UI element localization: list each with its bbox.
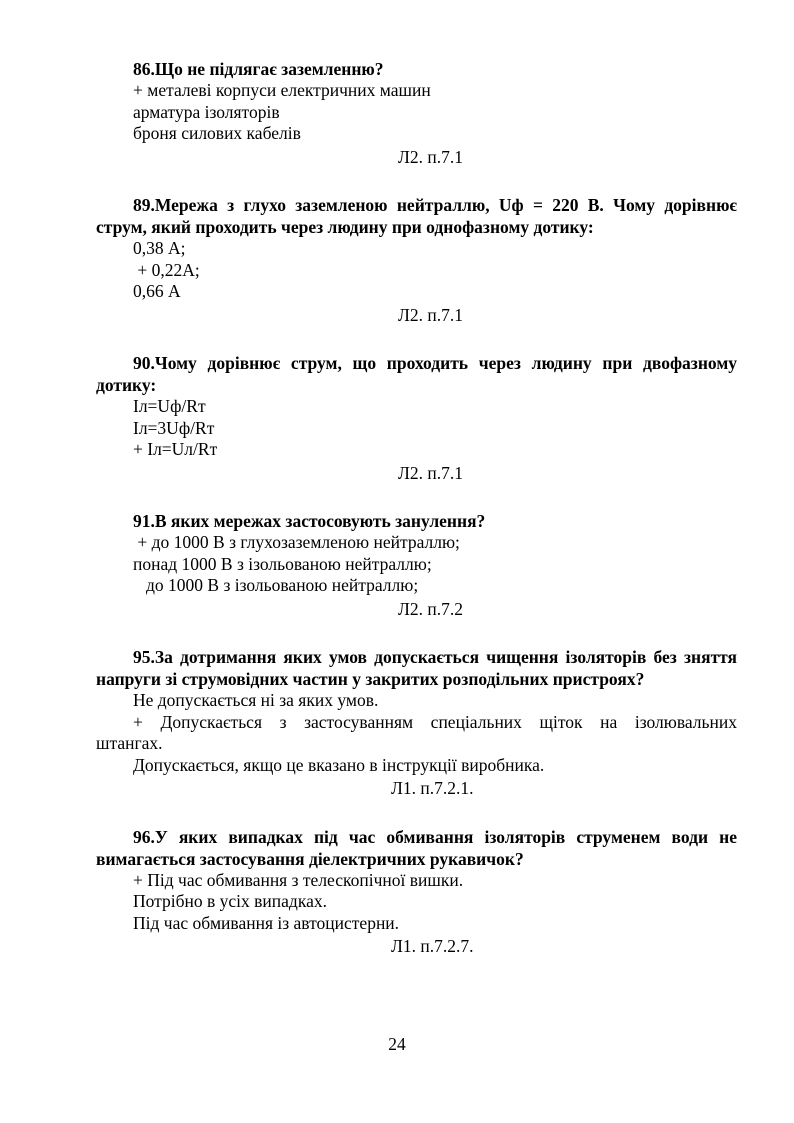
answer-list <box>96 870 737 935</box>
answer-option: Iл=Uф/Rт <box>133 396 206 416</box>
reference: Л2. п.7.1 <box>398 462 463 483</box>
document-page <box>96 58 737 958</box>
reference: Л1. п.7.2.7. <box>391 936 474 956</box>
answer-option: + Iл=Uл/Rт <box>133 439 218 459</box>
question-title: 89.Мережа з глухо заземленою нейтраллю, Uф = 220 В. Чому дорівнює струм, який проходить через людину при однофазному дотику: <box>96 195 737 237</box>
answer-option: + Під час обмивання з телескопічної вишки. <box>133 869 464 890</box>
page-number: 24 <box>388 1034 406 1054</box>
answer-option: броня силових кабелів <box>133 123 301 143</box>
question-90 <box>96 352 737 484</box>
answer-option: + до 1000 В з глухозаземленою нейтраллю; <box>133 532 460 552</box>
reference: Л1. п.7.2.1. <box>391 778 474 798</box>
answer-list <box>96 532 737 597</box>
answer-list <box>96 396 737 461</box>
answer-option: понад 1000 В з ізольованою нейтраллю; <box>133 553 432 574</box>
question-title: 86.Що не підлягає заземленню? <box>133 59 384 79</box>
question-96 <box>96 826 737 958</box>
answer-option: + 0,22А; <box>133 259 200 280</box>
answer-option: Під час обмивання із автоцистерни. <box>133 912 400 933</box>
question-title: 96.У яких випадках під час обмивання ізоляторів струменем води не вимагається застосування діелектричних рукавичок? <box>96 826 737 869</box>
question-86 <box>96 58 737 168</box>
question-89 <box>96 194 737 326</box>
answer-list <box>96 690 737 776</box>
answer-option: Потрібно в усіх випадках. <box>133 891 327 911</box>
question-95 <box>96 646 737 800</box>
answer-option: до 1000 В з ізольованою нейтраллю; <box>146 575 419 595</box>
question-title: 95.За дотримання яких умов допускається чищення ізоляторів без зняття напруги зі струмовідних частин у закритих розподільних пристроях? <box>96 647 737 689</box>
answer-option: Iл=3Uф/Rт <box>133 417 215 438</box>
answer-option: 0,66 А <box>133 281 181 301</box>
answer-option-continuation: штангах. <box>96 733 163 753</box>
answer-list <box>96 80 737 145</box>
question-title: 90.Чому дорівнює струм, що проходить через людину при двофазному дотику: <box>96 353 737 395</box>
answer-option: Допускається, якщо це вказано в інструкції виробника. <box>133 754 545 775</box>
reference: Л2. п.7.1 <box>398 146 463 167</box>
answer-option: Не допускається ні за яких умов. <box>133 690 379 710</box>
answer-option: + Допускається з застосуванням спеціальних щіток на ізолювальних <box>133 711 737 732</box>
reference: Л2. п.7.1 <box>398 304 463 325</box>
question-title: 91.В яких мережах застосовують занулення? <box>133 511 486 531</box>
answer-option: арматура ізоляторів <box>133 101 280 122</box>
answer-option: 0,38 А; <box>133 238 186 258</box>
answer-option: + металеві корпуси електричних машин <box>133 80 431 100</box>
answer-list <box>96 238 737 303</box>
reference: Л2. п.7.2 <box>398 598 463 619</box>
question-91 <box>96 510 737 620</box>
